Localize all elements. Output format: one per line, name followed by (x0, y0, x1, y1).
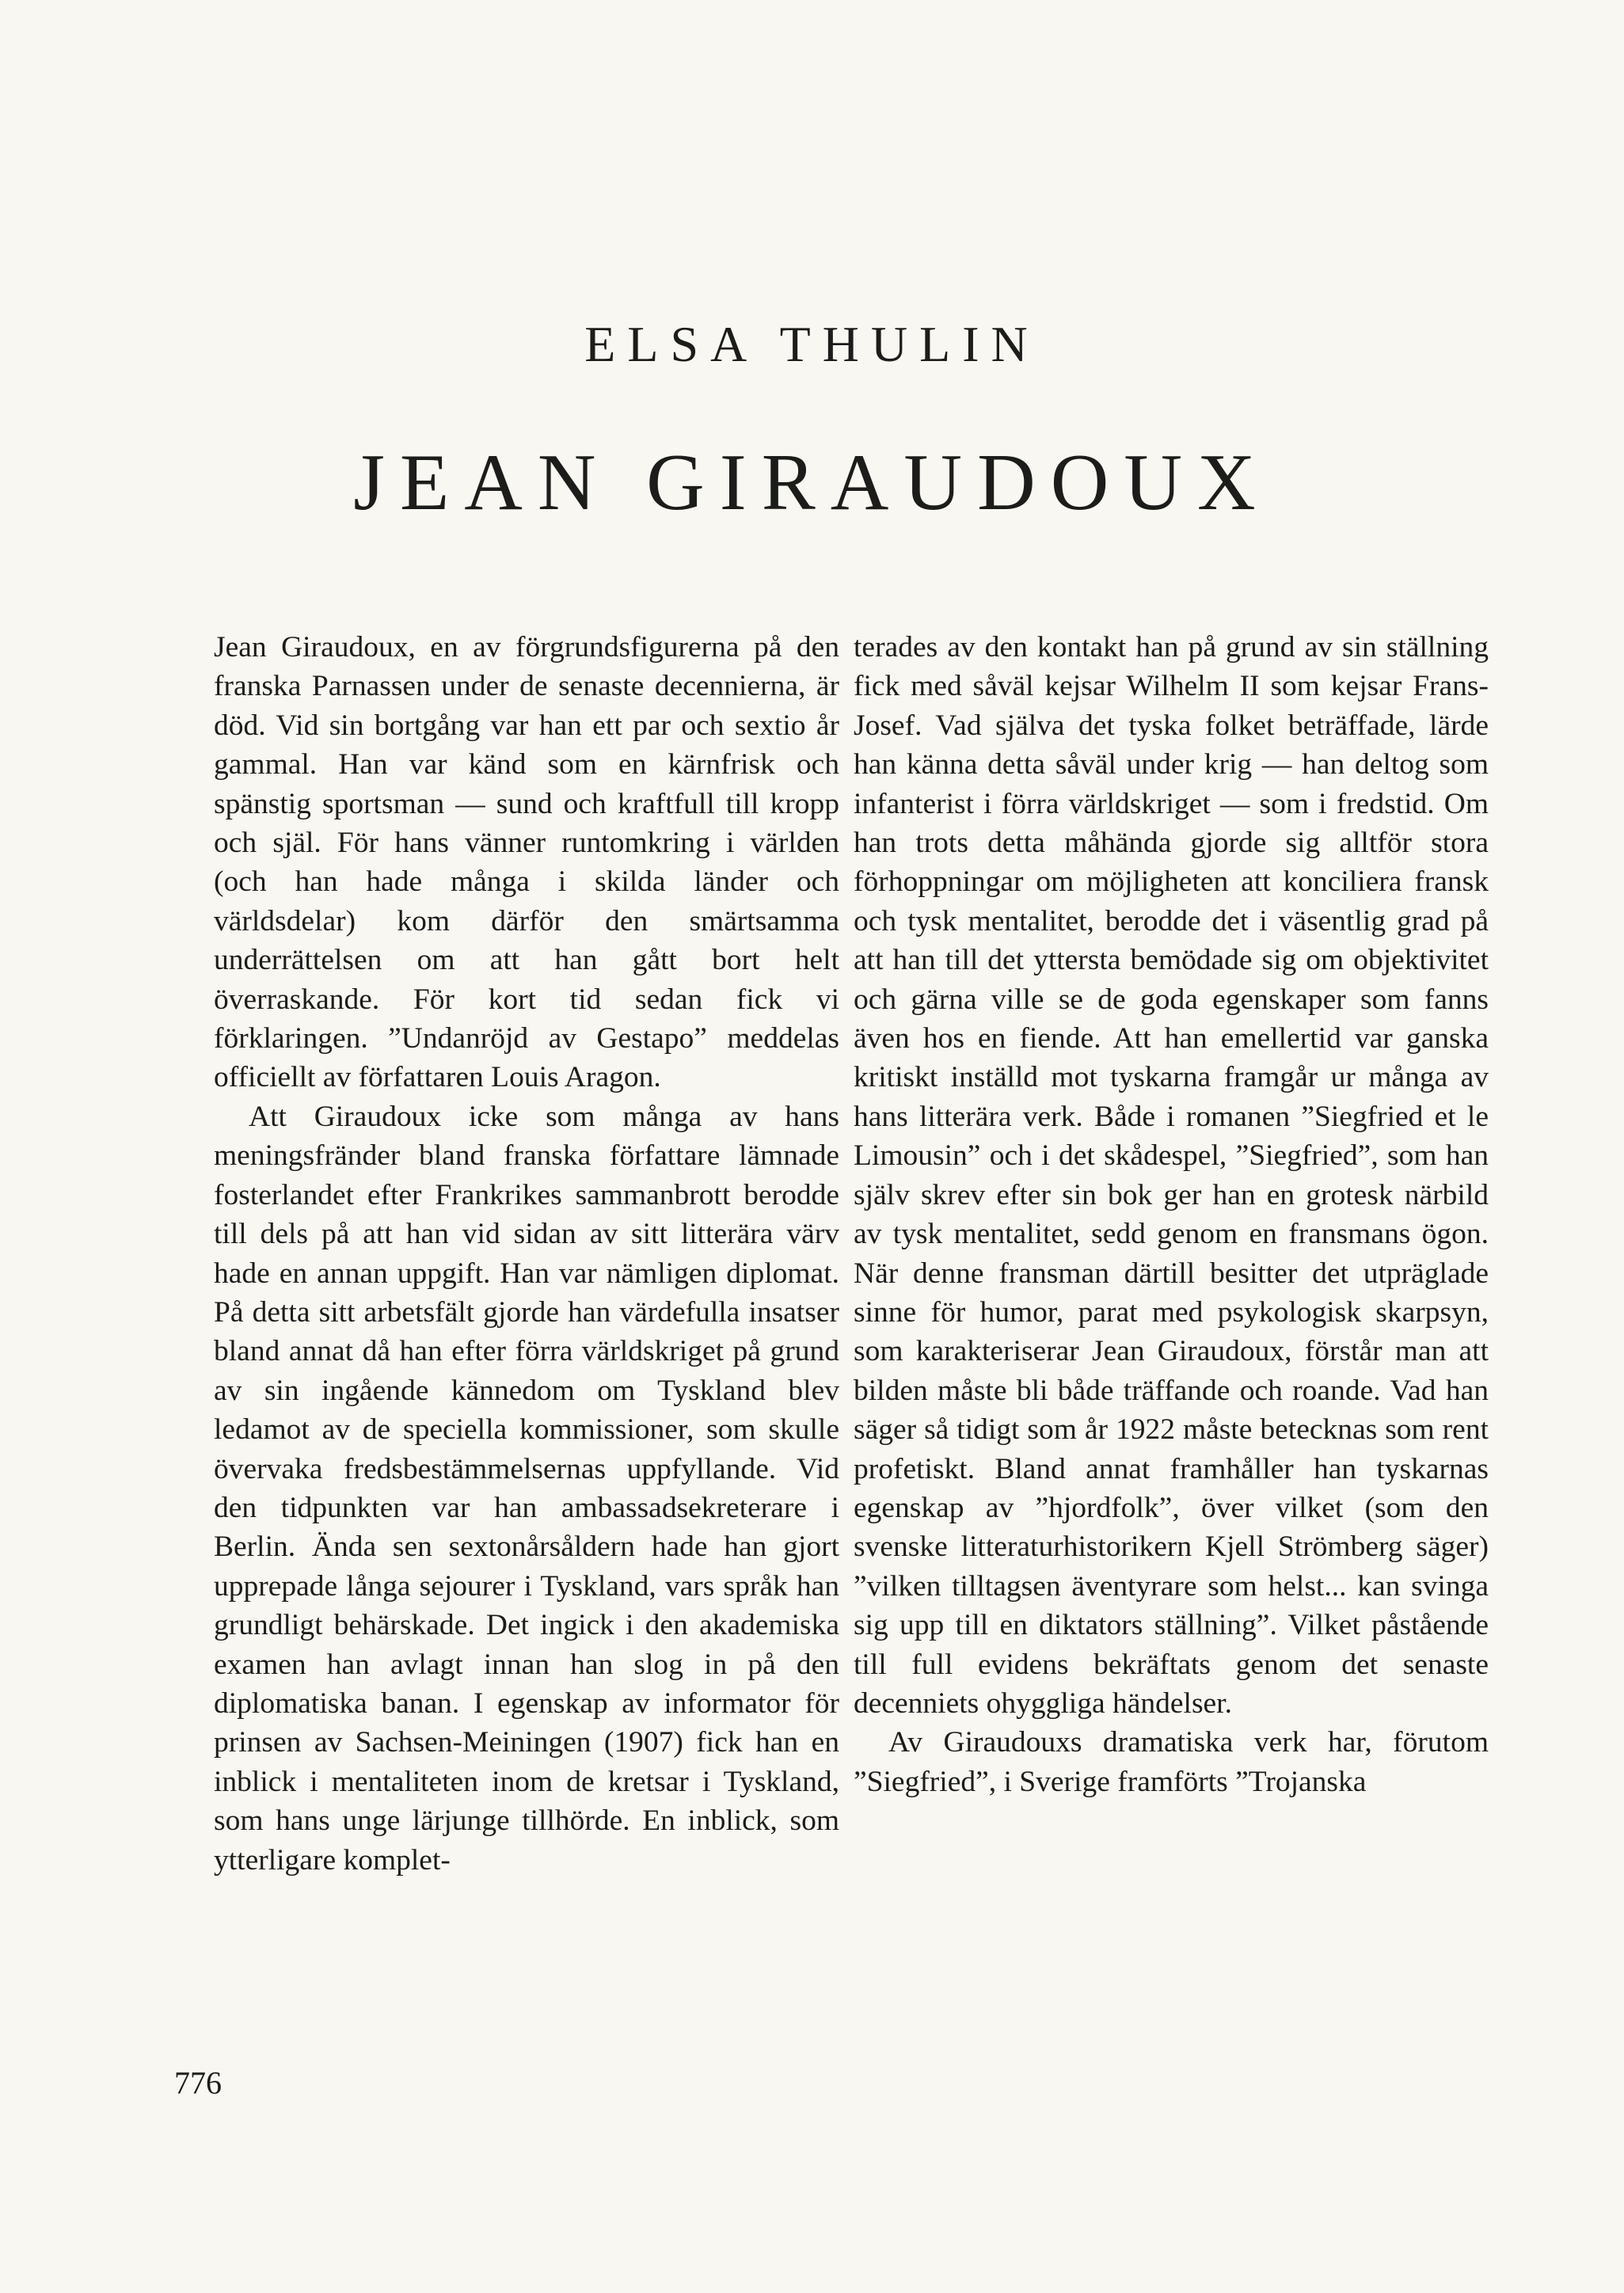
right-column (854, 628, 1489, 1801)
author-name: ELSA THULIN (584, 316, 1040, 372)
paragraph: Att Giraudoux icke som många av hans meningsfränder bland franska författare lämnade fosterlandet efter Frankrikes sammanbrott berodde till dels på att han vid sidan av sitt litterära värv hade en annan uppgift. Han var nämligen diplomat. På detta sitt arbetsfält gjorde han värdefulla insatser bland annat då han efter förra världskriget på grund av sin ingående kännedom om Tyskland blev ledamot av de speciella kommissioner, som skulle övervaka fredsbestämmelsernas uppfyllande. Vid den tidpunkten var han ambassadsekreterare i Berlin. Ända sen sextonårsåldern hade han gjort upprepade långa sejourer i Tyskland, vars språk han grundligt behärskade. Det ingick i den akademiska examen han avlagt innan han slog in på den diplomatiska banan. I egenskap av informator för prinsen av Sachsen-Meiningen (1907) fick han en inblick i mentaliteten inom de kretsar i Tyskland, som hans unge lärjunge tillhörde. En inblick, som ytterligare komplet- (214, 1100, 839, 1877)
paragraph: Av Giraudouxs dramatiska verk har, förutom ”Siegfried”, i Sverige framförts ”Trojanska (854, 1726, 1489, 1798)
left-column (214, 628, 839, 1880)
paragraph: terades av den kontakt han på grund av sin ställning fick med såväl kejsar Wilhelm II som kejsar Frans-Josef. Vad själva det tyska folket beträffade, lärde han känna detta såväl under krig — han deltog som infanterist i förra världskriget — som i fredstid. Om han trots detta måhända gjorde sig alltför stora förhoppningar om möjligheten att konciliera fransk och tysk mentalitet, berodde det i väsentlig grad på att han till det yttersta bemödade sig om objektivitet och gärna ville se de goda egenskaper som fanns även hos en fiende. Att han emellertid var ganska kritiskt inställd mot tyskarna framgår ur många av hans litterära verk. Både i romanen ”Siegfried et le Limousin” och i det skådespel, ”Siegfried”, som han själv skrev efter sin bok ger han en grotesk närbild av tysk mentalitet, sedd genom en fransmans ögon. När denne fransman därtill besitter det utpräglade sinne för humor, parat med psykologisk skarpsyn, som karakteriserar Jean Giraudoux, förstår man att bilden måste bli både träffande och roande. Vad han säger så tidigt som år 1922 måste betecknas som rent profetiskt. Bland annat framhåller han tyskarnas egenskap av ”hjordfolk”, över vilket (som den svenske litteraturhistorikern Kjell Strömberg säger) ”vilken tilltagsen äventyrare som helst... kan svinga sig upp till en diktators ställning”. Vilket påstående till full evidens bekräftats genom det senaste decenniets ohyggliga händelser. (854, 631, 1489, 1720)
article-title: JEAN GIRAUDOUX (353, 438, 1271, 527)
page-number: 776 (174, 2065, 222, 2101)
paragraph: Jean Giraudoux, en av förgrundsfigurerna på den franska Parnassen under de senaste decennierna, är död. Vid sin bortgång var han ett par och sextio år gammal. Han var känd som en kärnfrisk och spänstig sportsman — sund och kraftfull till kropp och själ. För hans vänner runtomkring i världen (och han hade många i skilda länder och världsdelar) kom därför den smärtsamma underrättelsen om att han gått bort helt överraskande. För kort tid sedan fick vi förklaringen. ”Undanröjd av Gestapo” meddelas officiellt av författaren Louis Aragon. (214, 631, 839, 1094)
